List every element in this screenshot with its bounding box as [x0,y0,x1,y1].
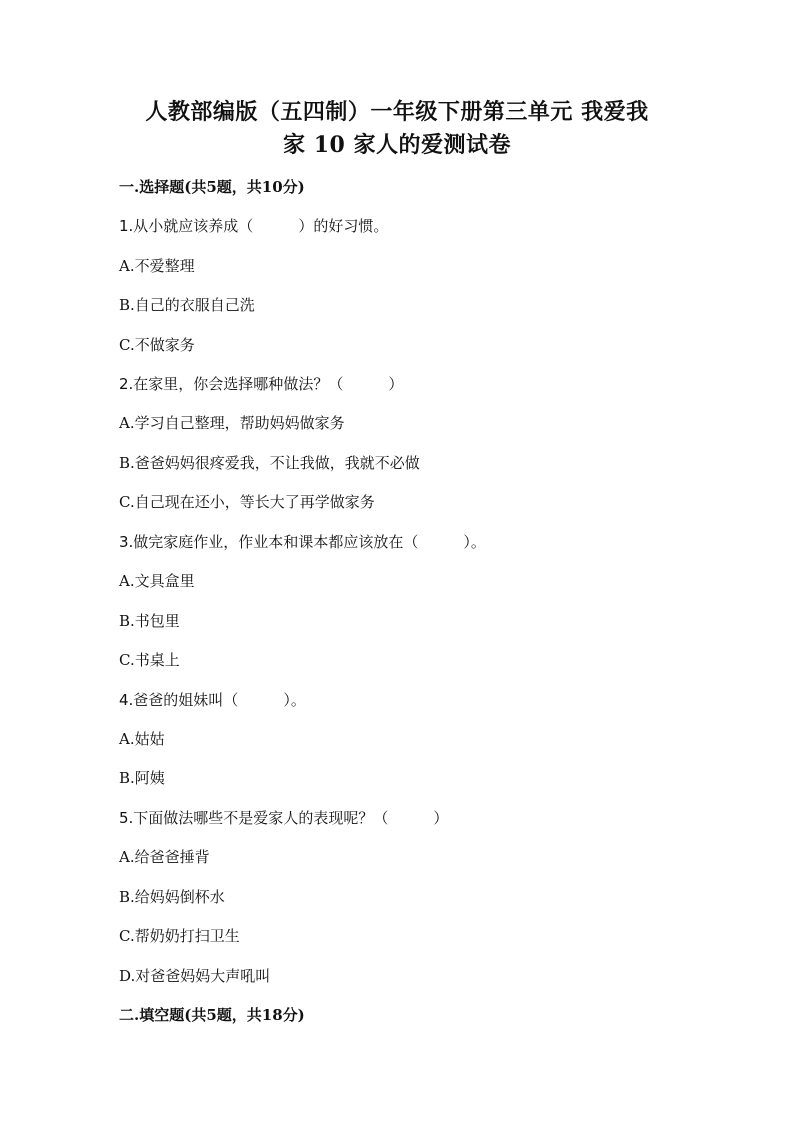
section-heading-fill-in-blank: 二.填空题(共5题，共18分) [119,1006,305,1024]
question-4-option-b: B.阿姨 [119,769,165,787]
question-3-option-a: A.文具盒里 [119,572,195,590]
document-title-line-1: 人教部编版（五四制）一年级下册第三单元 我爱我 [145,99,649,125]
question-2-option-b: B.爸爸妈妈很疼爱我，不让我做，我就不必做 [119,454,420,472]
question-2-option-c: C.自己现在还小，等长大了再学做家务 [119,493,375,511]
question-1-option-a: A.不爱整理 [119,257,195,275]
question-5-option-c: C.帮奶奶打扫卫生 [119,927,240,945]
question-1-stem: 1.从小就应该养成（ ）的好习惯。 [119,217,389,235]
question-2-option-a: A.学习自己整理，帮助妈妈做家务 [119,414,345,432]
document-title-line-2: 家 10 家人的爱测试卷 [283,132,511,158]
question-4-option-a: A.姑姑 [119,730,165,748]
question-5-option-b: B.给妈妈倒杯水 [119,888,225,906]
question-2-stem: 2.在家里，你会选择哪种做法？（ ） [119,375,404,393]
question-3-option-c: C.书桌上 [119,651,180,669]
question-5-option-d: D.对爸爸妈妈大声吼叫 [119,967,271,985]
question-5-stem: 5.下面做法哪些不是爱家人的表现呢？（ ） [119,809,449,827]
question-5-option-a: A.给爸爸捶背 [119,848,210,866]
section-heading-multiple-choice: 一.选择题(共5题，共10分) [119,178,305,196]
question-4-stem: 4.爸爸的姐妹叫（ ）。 [119,691,306,709]
question-1-option-c: C.不做家务 [119,336,195,354]
question-3-stem: 3.做完家庭作业，作业本和课本都应该放在（ ）。 [119,533,486,551]
question-1-option-b: B.自己的衣服自己洗 [119,296,255,314]
question-3-option-b: B.书包里 [119,612,180,630]
